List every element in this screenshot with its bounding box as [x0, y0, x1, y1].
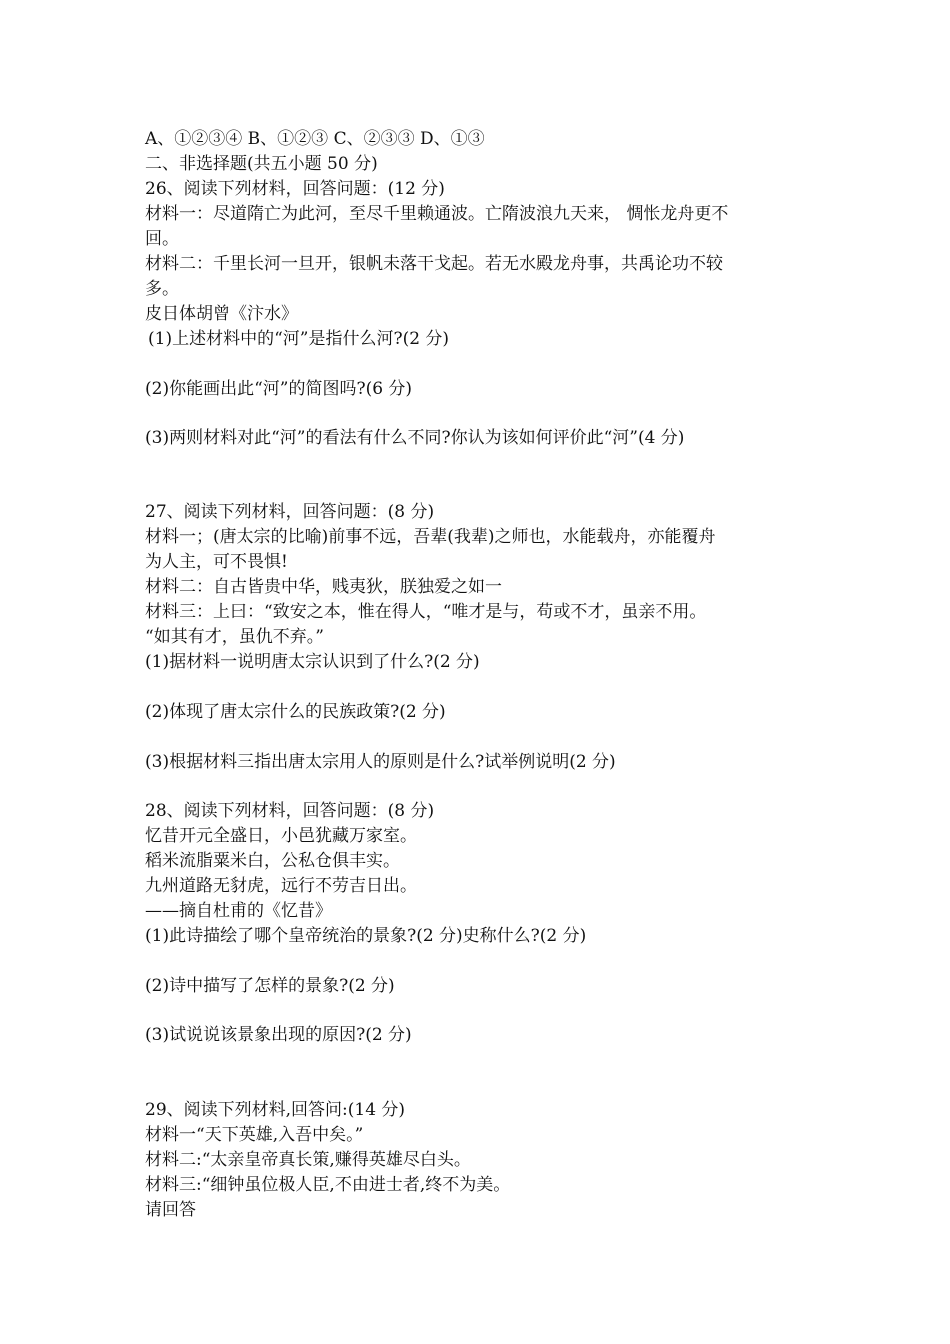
question-28-heading: 28、阅读下列材料，回答问题：(8 分) [145, 801, 435, 821]
q27-subquestion-1: (1)据材料一说明唐太宗认识到了什么?(2 分) [145, 652, 480, 672]
q29-material-3: 材料三:“细钟虽位极人臣,不由进士者,终不为美。 [145, 1175, 511, 1195]
question-29-heading: 29、阅读下列材料,回答问:(14 分) [145, 1100, 406, 1120]
q26-material-2: 材料二：千里长河一旦开，银帆未落干戈起。若无水殿龙舟事，共禹论功不较 [145, 254, 723, 274]
q29-material-2: 材料二:“太亲皇帝真长策,赚得英雄尽白头。 [145, 1150, 471, 1170]
q27-subquestion-3: (3)根据材料三指出唐太宗用人的原则是什么?试举例说明(2 分) [145, 752, 616, 772]
q27-material-1: 材料一；(唐太宗的比喻)前事不远，吾辈(我辈)之师也，水能载舟，亦能覆舟 [145, 527, 716, 547]
q29-material-1: 材料一“天下英雄,入吾中矣。” [145, 1125, 364, 1145]
q27-material-3-cont: “如其有才，虽仇不弃。” [145, 627, 324, 647]
q26-material-2-cont: 多。 [145, 279, 179, 299]
q28-poem-line-2: 稻米流脂粟米白，公私仓俱丰实。 [145, 851, 400, 871]
q26-material-1: 材料一：尽道隋亡为此河，至尽千里赖通波。亡隋波浪九天来， 惆怅龙舟更不 [145, 204, 729, 224]
q28-poem-line-1: 忆昔开元全盛日，小邑犹藏万家室。 [145, 826, 417, 846]
q26-subquestion-1: (1)上述材料中的“河”是指什么河?(2 分) [148, 329, 450, 349]
choice-options-line: A、①②③④ B、①②③ C、②③③ D、①③ [145, 129, 485, 149]
q28-poem-source: ——摘自杜甫的《忆昔》 [145, 901, 332, 921]
question-26-heading: 26、阅读下列材料，回答问题：(12 分) [145, 179, 445, 199]
q26-source: 皮日体胡曾《汴水》 [145, 304, 298, 324]
q28-poem-line-3: 九州道路无豺虎，远行不劳吉日出。 [145, 876, 417, 896]
question-27-heading: 27、阅读下列材料，回答问题：(8 分) [145, 502, 435, 522]
q26-material-1-cont: 回。 [145, 229, 179, 249]
q27-material-3: 材料三：上曰：“致安之本，惟在得人，“唯才是与，苟或不才，虽亲不用。 [145, 602, 707, 622]
q27-material-1-cont: 为人主，可不畏惧! [145, 552, 288, 572]
section-heading: 二、非选择题(共五小题 50 分) [145, 154, 378, 174]
q27-material-2: 材料二：自古皆贵中华，贱夷狄，朕独爱之如一 [145, 577, 502, 597]
q28-subquestion-1: (1)此诗描绘了哪个皇帝统治的景象?(2 分)史称什么?(2 分) [145, 926, 587, 946]
q27-subquestion-2: (2)体现了唐太宗什么的民族政策?(2 分) [145, 702, 446, 722]
q28-subquestion-2: (2)诗中描写了怎样的景象?(2 分) [145, 976, 395, 996]
q29-prompt: 请回答 [145, 1200, 196, 1220]
q26-subquestion-3: (3)两则材料对此“河”的看法有什么不同?你认为该如何评价此“河”(4 分) [145, 428, 685, 448]
q26-subquestion-2: (2)你能画出此“河”的简图吗?(6 分) [145, 379, 413, 399]
q28-subquestion-3: (3)试说说该景象出现的原因?(2 分) [145, 1025, 412, 1045]
